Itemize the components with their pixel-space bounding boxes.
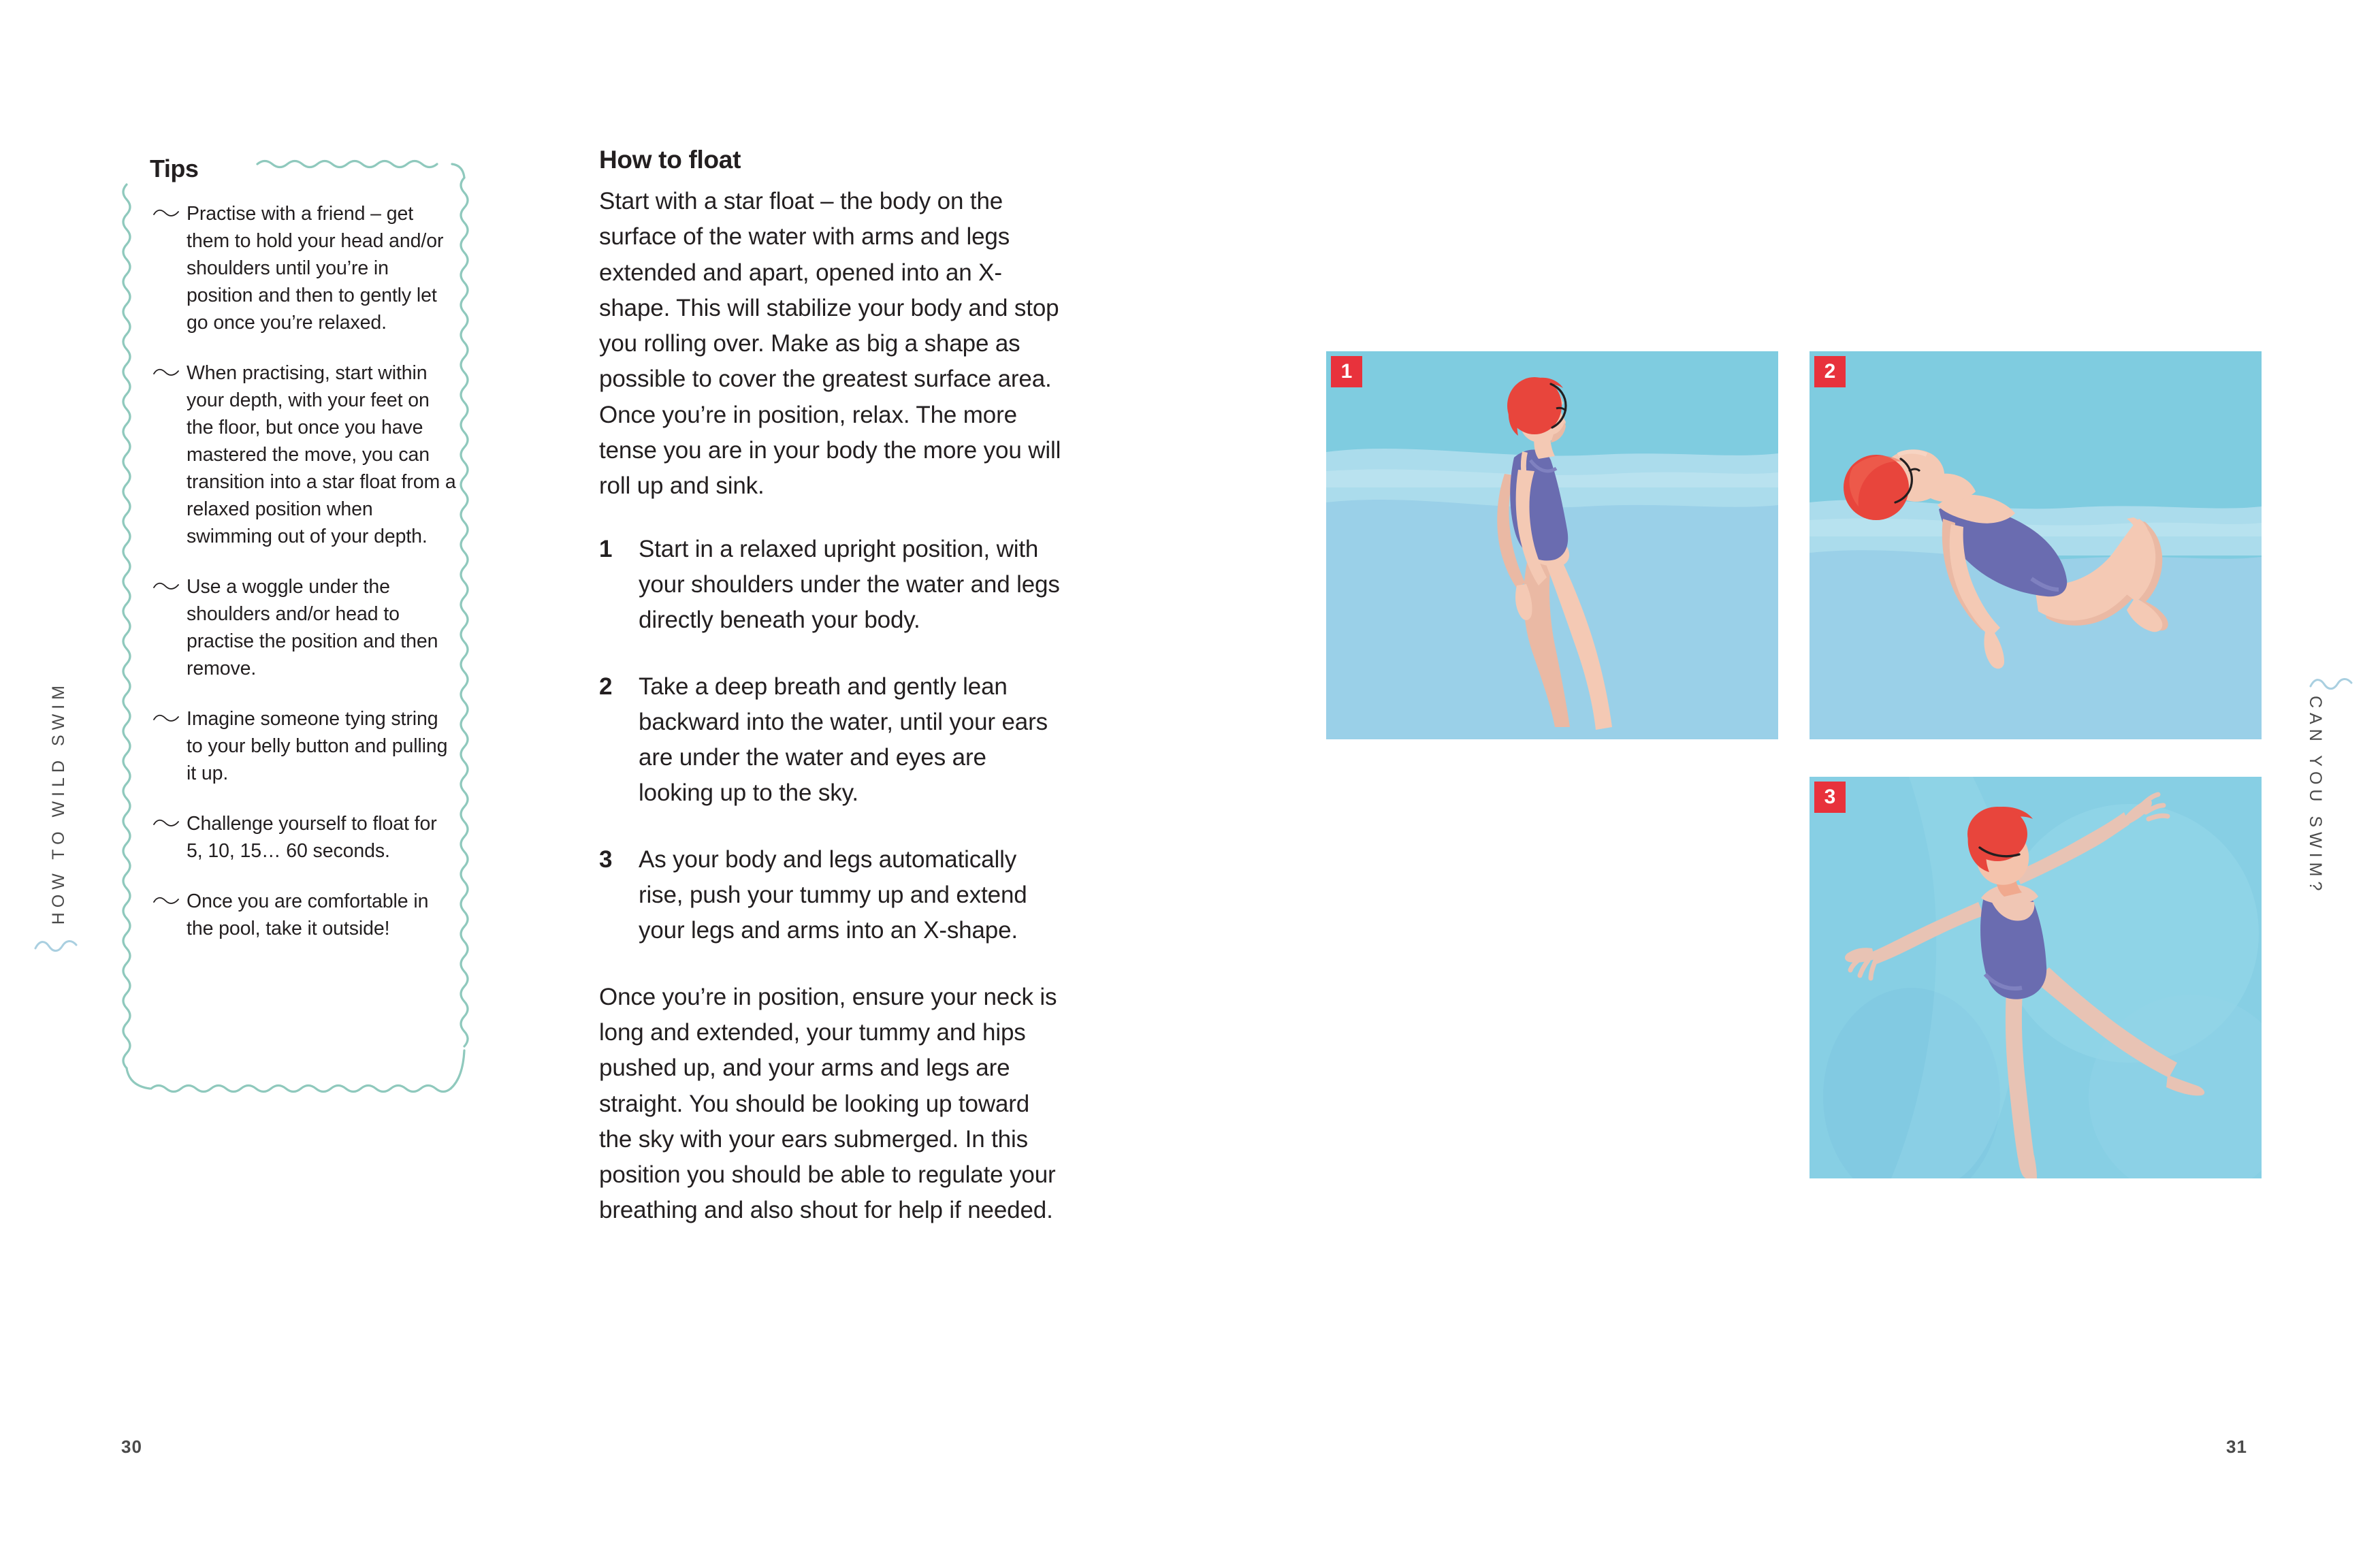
tip-item: [150, 359, 456, 550]
illustration-panel-1: [1326, 351, 1778, 739]
step-item: [599, 532, 1062, 639]
wave-squiggle-right-icon: [2309, 674, 2353, 694]
step-text: As your body and legs automatically rise, push your tummy up and extend your legs and arms into an X-shape.: [639, 846, 1027, 944]
step-text: Take a deep breath and gently lean backward into the water, until your ears are under the water and eyes are looking up to the sky.: [639, 673, 1048, 807]
illustration-panel-2: [1810, 351, 2262, 739]
panel-badge-3: 3: [1814, 782, 1846, 813]
tip-item: [150, 810, 456, 865]
tip-item: [150, 705, 456, 787]
step-text: Start in a relaxed upright position, with your shoulders under the water and legs directly beneath your body.: [639, 535, 1060, 634]
step-number: 1: [599, 535, 613, 562]
tip-text: Once you are comfortable in the pool, take it outside!: [187, 890, 429, 939]
tilde-bullet-icon: [152, 581, 180, 591]
running-head-right: CAN YOU SWIM?: [2306, 696, 2325, 896]
running-head-left: HOW TO WILD SWIM: [49, 681, 68, 925]
tilde-bullet-icon: [152, 208, 180, 218]
tip-text: Practise with a friend – get them to hold your head and/or shoulders until you’re in position and then to gently let go once you’re relaxed.: [187, 203, 444, 334]
swimmer-leaning-back-illustration: [1810, 351, 2262, 739]
panel-badge-1: 1: [1331, 356, 1362, 387]
step-number: 2: [599, 673, 613, 700]
tilde-bullet-icon: [152, 368, 180, 377]
tips-title: Tips: [150, 155, 199, 182]
tilde-bullet-icon: [152, 713, 180, 723]
swimmer-upright-illustration: [1326, 351, 1778, 739]
step-item: [599, 842, 1062, 949]
outro-paragraph: Once you’re in position, ensure your neck is long and extended, your tummy and hips pushed up, and your arms and legs are straight. You should be looking up toward the sky with your ears submerged. In this position you should be able to regulate your breathing and also shout for help if needed.: [599, 983, 1057, 1224]
tip-text: When practising, start within your depth, with your feet on the floor, but once you have mastered the move, you can transition into a star float from a relaxed position when swimming out of your depth.: [187, 362, 456, 547]
page-title: How to float: [599, 146, 741, 174]
tip-text: Use a woggle under the shoulders and/or head to practise the position and then remove.: [187, 576, 438, 679]
step-item: [599, 669, 1062, 811]
tip-item: [150, 888, 456, 942]
tips-list: [150, 200, 456, 965]
tilde-bullet-icon: [152, 896, 180, 905]
tip-item: [150, 573, 456, 682]
step-number: 3: [599, 846, 613, 873]
tip-item: [150, 200, 456, 336]
panel-badge-2: 2: [1814, 356, 1846, 387]
page-number-right: 31: [2226, 1436, 2247, 1457]
tilde-bullet-icon: [152, 818, 180, 828]
tip-text: Imagine someone tying string to your belly button and pulling it up.: [187, 708, 448, 784]
page-number-left: 30: [121, 1436, 142, 1457]
swimmer-star-float-illustration: [1810, 777, 2262, 1178]
body-column: [599, 144, 1062, 1256]
illustration-panel-3: [1810, 777, 2262, 1178]
tip-text: Challenge yourself to float for 5, 10, 15… 60 seconds.: [187, 813, 437, 862]
intro-paragraph: Start with a star float – the body on the surface of the water with arms and legs extended and apart, opened into an X-shape. This will stabilize your body and stop you rolling over. Make as big a shape as possible to cover the greatest surface area. Once you’re in position, relax. The more tense you are in your body the more you will roll up and sink.: [599, 188, 1061, 500]
wave-squiggle-left-icon: [34, 936, 78, 956]
tips-box: [117, 148, 474, 1105]
